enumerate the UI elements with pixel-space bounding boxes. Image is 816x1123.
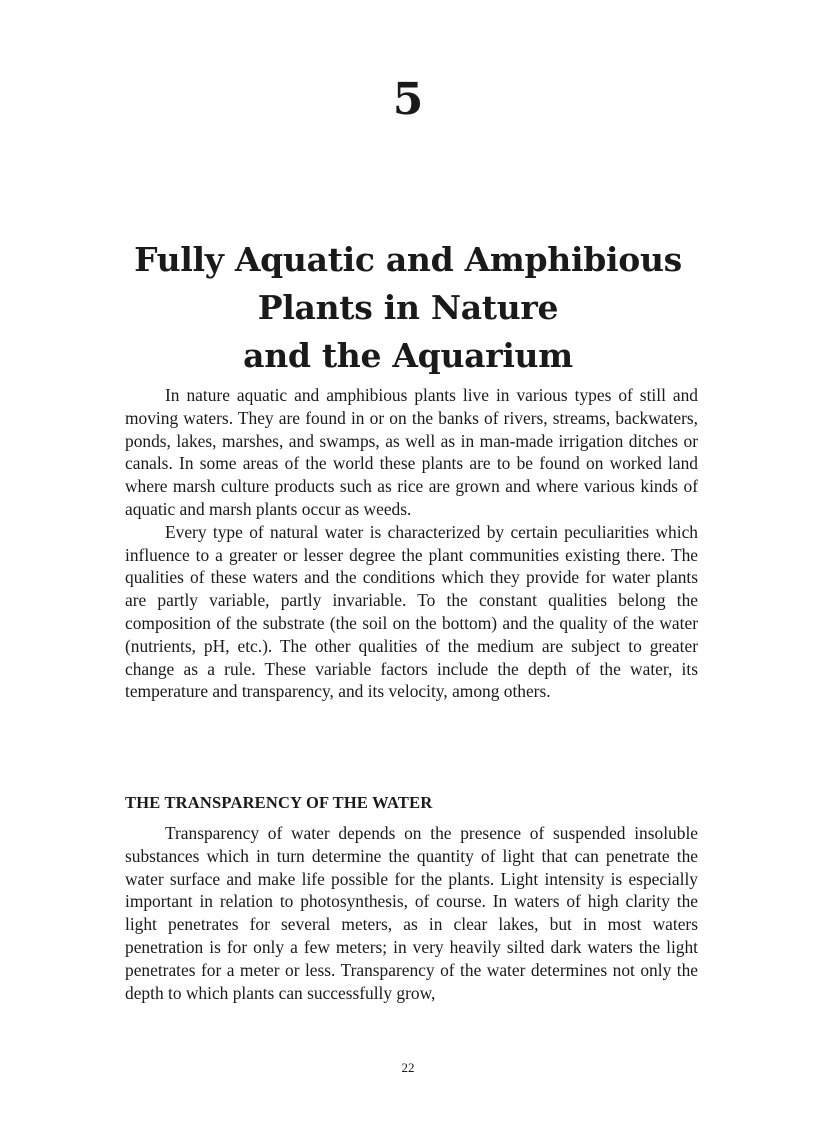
section-heading: THE TRANSPARENCY OF THE WATER [125,793,433,812]
paragraph: In nature aquatic and amphibious plants live in various types of still and moving waters. They are found in or on the banks of rivers, streams, backwaters, ponds, lakes, marshes, and swamps, as well as in man-made irrigation ditches or canals. In some areas of the world these plants are to be found on worked land where marsh culture products such as rice are grown and where various kinds of aquatic and marsh plants occur as weeds. [125,385,698,519]
chapter-title-line: Fully Aquatic and Amphibious [134,240,682,279]
intro-text [125,384,698,703]
chapter-title-line: Plants in Nature [257,288,559,327]
page-number: 22 [401,1060,415,1075]
chapter-title [0,236,816,380]
chapter-number: 5 [392,74,424,125]
paragraph: Every type of natural water is characterized by certain peculiarities which influence to a greater or lesser degree the plant communities existing there. The qualities of these waters and the conditions which they provide for water plants are partly variable, partly invariable. To the constant qualities belong the composition of the substrate (the soil on the bottom) and the quality of the water (nutrients, pH, etc.). The other qualities of the medium are subject to greater change as a rule. These variable factors include the depth of the water, its temperature and transparency, and its velocity, among others. [125,521,698,702]
section-text [125,822,698,1004]
paragraph: Transparency of water depends on the presence of suspended insoluble substances which in turn determine the quantity of light that can penetrate the water surface and make life possible for the plants. Light intensity is especially important in relation to photosynthesis, of course. In waters of high clarity the light penetrates for several meters, as in clear lakes, but in most waters penetration is for only a few meters; in very heavily silted dark waters the light penetrates for a meter or less. Transparency of the water determines not only the depth to which plants can successfully grow, [125,823,698,1003]
chapter-title-line: and the Aquarium [243,336,573,375]
